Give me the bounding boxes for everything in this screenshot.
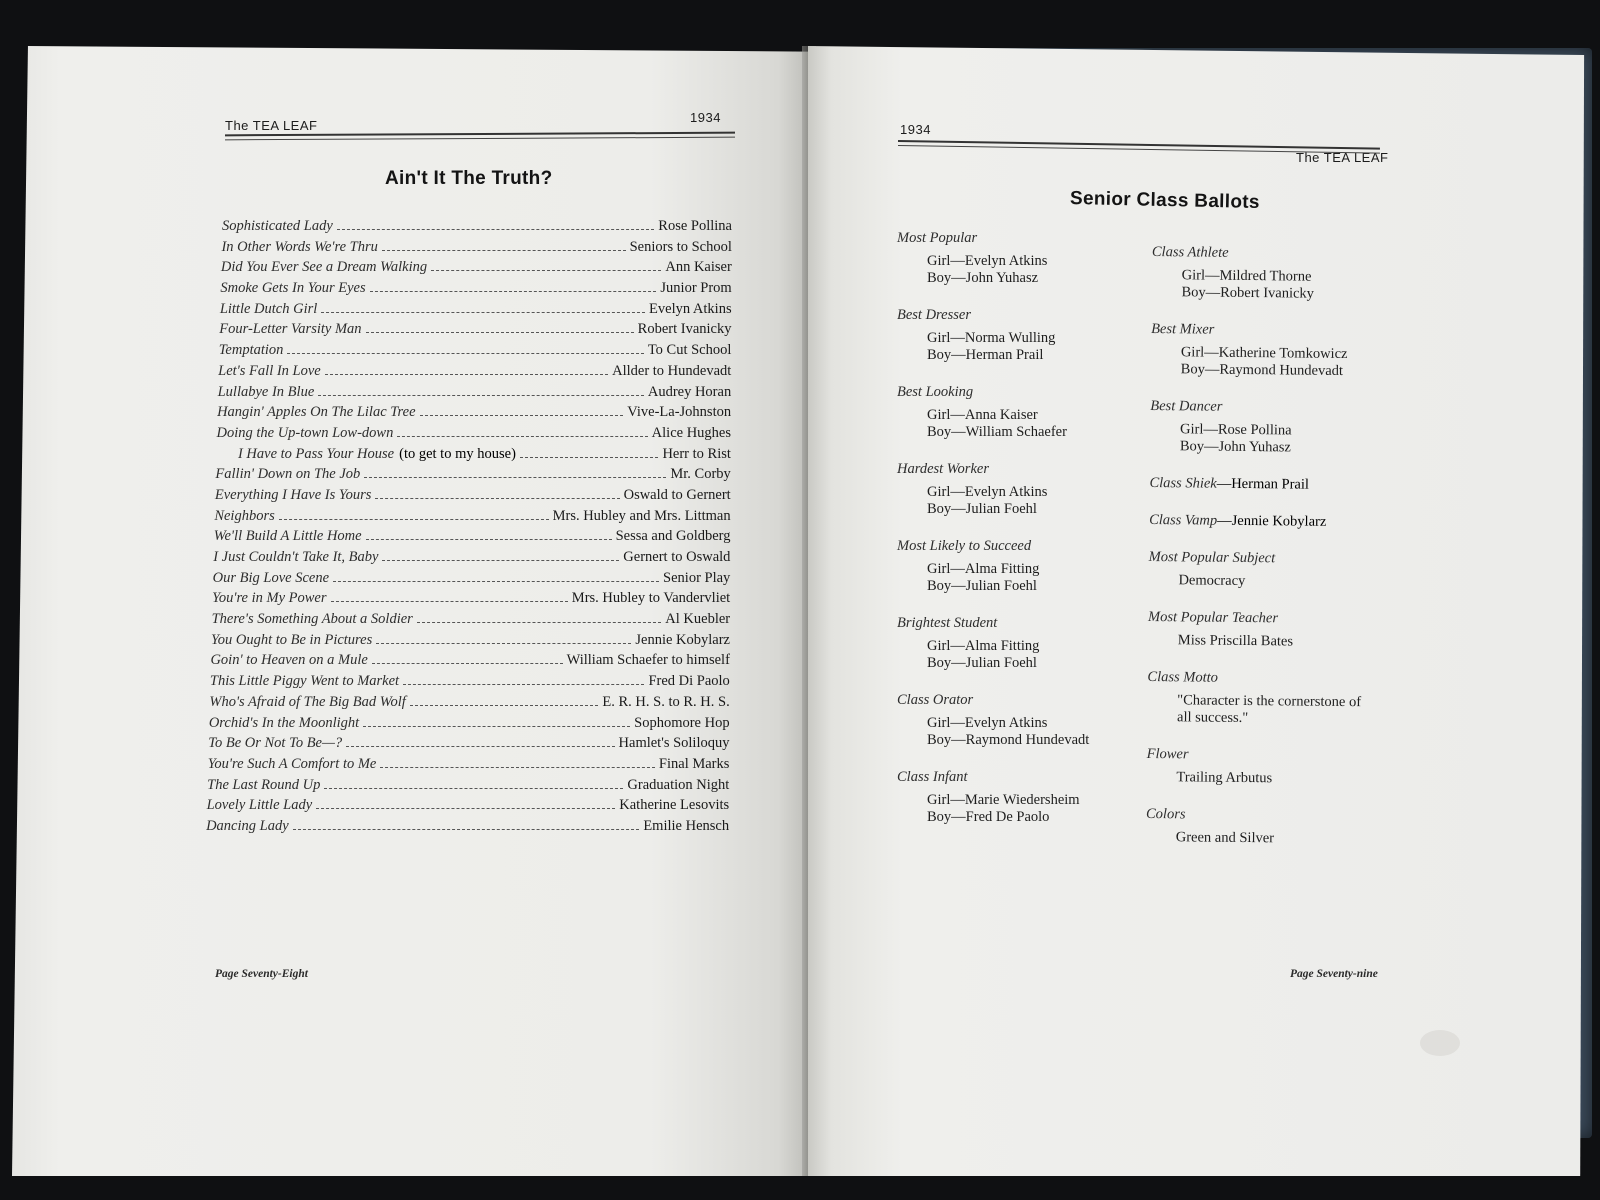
truth-answer: Graduation Night <box>627 776 730 793</box>
leader-dots <box>346 746 614 747</box>
leader-dots <box>382 250 626 251</box>
song-title: Sophisticated Lady <box>222 218 333 234</box>
truth-row <box>208 756 730 777</box>
song-title: You're Such A Comfort to Me <box>207 755 377 772</box>
truth-row <box>218 384 732 405</box>
ballot-winner: all success." <box>1176 709 1249 727</box>
truth-row <box>212 611 731 632</box>
leader-dots <box>372 663 563 664</box>
song-title: Four-Letter Varsity Man <box>219 321 362 338</box>
ballot-winner: Girl—Norma Wulling <box>927 330 1056 346</box>
ballot-category: Brightest Student <box>897 615 998 631</box>
truth-row <box>221 259 732 280</box>
truth-answer: Emilie Hensch <box>643 817 730 834</box>
truth-row <box>217 425 732 446</box>
ballot-winner: Girl—Evelyn Atkins <box>927 253 1048 269</box>
truth-row <box>207 777 729 798</box>
truth-row <box>213 570 731 591</box>
truth-row <box>212 590 730 611</box>
ballot-winner: Boy—William Schaefer <box>927 424 1067 440</box>
song-title: Let's Fall In Love <box>218 362 321 379</box>
ballot-category: Most Popular <box>897 230 978 246</box>
ballot-winner: —Herman Prail <box>1216 475 1310 493</box>
paper-stain <box>1420 1030 1460 1056</box>
truth-answer: Mr. Corby <box>670 466 731 483</box>
truth-answer: Gernert to Oswald <box>623 549 731 565</box>
truth-row <box>219 321 731 342</box>
ballot-winner: Green and Silver <box>1175 829 1275 847</box>
truth-answer: William Schaefer to himself <box>566 652 730 669</box>
left-page-footer: Page Seventy-Eight <box>215 968 308 980</box>
ballot-winner: Girl—Alma Fitting <box>927 561 1040 577</box>
leader-dots <box>375 498 619 499</box>
song-title: I Have to Pass Your House <box>237 445 395 462</box>
leader-dots <box>420 415 624 416</box>
truth-row <box>211 632 730 653</box>
truth-heading: Ain't It The Truth? <box>385 168 553 189</box>
ballot-winner: Girl—Anna Kaiser <box>927 407 1038 423</box>
leader-dots <box>293 829 640 830</box>
song-title: Neighbors <box>214 507 275 524</box>
ballot-winner: Boy—Raymond Hundevadt <box>927 732 1090 748</box>
leader-dots <box>397 436 647 437</box>
truth-answer: Senior Play <box>663 569 731 586</box>
right-running-title: The TEA LEAF <box>1296 150 1389 165</box>
ballot-winner: Miss Priscilla Bates <box>1177 632 1294 650</box>
ballot-winner: Boy—John Yuhasz <box>927 270 1039 286</box>
ballot-winner: Trailing Arbutus <box>1176 769 1273 787</box>
leader-dots <box>382 560 619 561</box>
ballot-entry <box>897 307 1157 364</box>
ballot-category: Hardest Worker <box>897 461 989 477</box>
ballot-category: Colors <box>1145 805 1186 823</box>
ballot-entry <box>897 538 1157 595</box>
song-title: Temptation <box>218 342 284 359</box>
song-title: You Ought to Be in Pictures <box>211 631 373 648</box>
song-title: Dancing Lady <box>206 817 289 834</box>
ballots-left-column <box>897 230 1157 846</box>
ballot-entry <box>1149 475 1419 495</box>
truth-row <box>213 549 730 570</box>
ballot-winner: Boy—Raymond Hundevadt <box>1180 361 1344 380</box>
leader-dots <box>431 270 661 271</box>
left-running-title: The TEA LEAF <box>225 118 318 133</box>
truth-answer: Evelyn Atkins <box>649 300 732 317</box>
ballot-entry <box>1147 669 1418 729</box>
song-title: Goin' to Heaven on a Mule <box>210 652 368 669</box>
truth-answer: Mrs. Hubley and Mrs. Littman <box>552 507 731 524</box>
ballot-winner: "Character is the cornerstone of <box>1177 692 1362 711</box>
ballot-entry <box>1149 512 1419 532</box>
truth-answer: Final Marks <box>658 755 730 772</box>
ballot-entry <box>897 384 1157 441</box>
ballot-entry <box>1151 321 1422 381</box>
truth-row <box>216 446 731 467</box>
truth-row <box>219 342 732 363</box>
truth-answer: Fred Di Paolo <box>648 673 730 690</box>
truth-row <box>217 404 731 425</box>
song-note: (to get to my house) <box>399 445 516 462</box>
ballot-entry <box>897 769 1157 826</box>
leader-dots <box>325 374 608 375</box>
ballot-winner: Girl—Marie Wiedersheim <box>927 792 1080 808</box>
song-title: Everything I Have Is Yours <box>214 486 372 503</box>
truth-row <box>215 487 731 508</box>
song-title: We'll Build A Little Home <box>213 528 362 545</box>
ballot-category: Class Vamp <box>1149 511 1218 529</box>
leader-dots <box>287 353 643 354</box>
truth-row <box>209 715 730 736</box>
leader-dots <box>376 643 631 644</box>
right-page-footer: Page Seventy-nine <box>1290 968 1378 980</box>
song-title: Did You Ever See a Dream Walking <box>220 259 428 276</box>
ballot-category: Best Looking <box>897 384 974 400</box>
ballot-category: Class Shiek <box>1149 474 1217 492</box>
right-year: 1934 <box>900 122 931 137</box>
song-title: Smoke Gets In Your Eyes <box>220 280 366 297</box>
truth-answer: Hamlet's Soliloquy <box>618 735 730 752</box>
truth-answer: Ann Kaiser <box>665 259 732 276</box>
song-title: Lovely Little Lady <box>206 797 313 814</box>
song-title: In Other Words We're Thru <box>221 238 378 255</box>
truth-list <box>206 218 732 839</box>
song-title: Our Big Love Scene <box>212 569 330 586</box>
truth-answer: Junior Prom <box>660 280 732 297</box>
truth-row <box>221 239 731 260</box>
ballot-winner: Boy—Herman Prail <box>927 347 1044 363</box>
truth-answer: E. R. H. S. to R. H. S. <box>602 693 730 710</box>
truth-answer: Sessa and Goldberg <box>615 528 731 545</box>
ballot-winner: Girl—Evelyn Atkins <box>927 484 1048 500</box>
ballot-entry <box>897 461 1157 518</box>
leader-dots <box>321 312 645 313</box>
ballot-category: Best Mixer <box>1151 320 1215 338</box>
leader-dots <box>417 622 661 623</box>
song-title: Hangin' Apples On The Lilac Tree <box>217 404 416 421</box>
ballot-winner: Democracy <box>1178 572 1246 589</box>
ballot-category: Most Popular Subject <box>1148 548 1276 567</box>
leader-dots <box>366 332 634 333</box>
truth-answer: Seniors to School <box>629 238 732 255</box>
truth-row <box>220 301 732 322</box>
ballot-entry <box>1148 609 1418 652</box>
truth-row <box>214 528 731 549</box>
song-title: Little Dutch Girl <box>219 300 318 317</box>
ballot-category: Class Orator <box>897 692 974 708</box>
ballot-winner: —Jennie Kobylarz <box>1217 512 1327 530</box>
truth-row <box>210 673 730 694</box>
ballot-winner: Boy—Julian Foehl <box>927 501 1037 517</box>
ballot-category: Best Dresser <box>897 307 971 323</box>
leader-dots <box>380 767 655 768</box>
truth-answer: Jennie Kobylarz <box>635 631 730 648</box>
song-title: I Just Couldn't Take It, Baby <box>213 549 379 565</box>
truth-answer: Allder to Hundevadt <box>612 362 732 379</box>
ballot-entry <box>1146 746 1416 789</box>
ballot-entry <box>897 692 1157 749</box>
ballot-winner: Girl—Alma Fitting <box>927 638 1040 654</box>
song-title: To Be Or Not To Be—? <box>208 735 343 752</box>
truth-answer: Mrs. Hubley to Vandervliet <box>571 590 731 607</box>
truth-row <box>220 280 731 301</box>
ballots-heading: Senior Class Ballots <box>1069 188 1260 213</box>
truth-answer: Audrey Horan <box>647 383 732 400</box>
ballot-winner: Girl—Mildred Thorne <box>1181 267 1312 285</box>
truth-row <box>222 218 732 239</box>
ballot-category: Class Athlete <box>1151 244 1229 261</box>
ballot-category: Flower <box>1146 745 1189 763</box>
truth-answer: Vive-La-Johnston <box>627 404 732 421</box>
truth-row <box>208 735 729 756</box>
left-year: 1934 <box>690 110 721 125</box>
truth-row <box>214 508 730 529</box>
song-title: You're in My Power <box>212 590 327 607</box>
ballot-entry <box>897 615 1157 672</box>
ballot-category: Class Infant <box>897 769 968 785</box>
truth-row <box>210 652 729 673</box>
ballot-winner: Girl—Evelyn Atkins <box>927 715 1048 731</box>
ballots-right-column <box>1145 244 1421 869</box>
truth-answer: Robert Ivanicky <box>637 321 732 338</box>
song-title: The Last Round Up <box>207 776 321 793</box>
truth-row <box>209 694 729 715</box>
ballot-entry <box>1150 398 1421 458</box>
ballot-winner: Boy—Julian Foehl <box>927 578 1037 594</box>
leader-dots <box>324 788 623 789</box>
ballot-entry <box>1146 806 1416 849</box>
ballot-category: Most Likely to Succeed <box>897 538 1032 554</box>
ballot-winner: Boy—Robert Ivanicky <box>1181 284 1315 302</box>
song-title: Fallin' Down on The Job <box>215 466 361 483</box>
truth-answer: Sophomore Hop <box>634 714 730 731</box>
ballot-winner: Boy—Julian Foehl <box>927 655 1037 671</box>
song-title: Doing the Up-town Low-down <box>216 424 394 441</box>
ballot-entry <box>1151 244 1422 304</box>
truth-answer: Al Kuebler <box>665 611 731 628</box>
leader-dots <box>316 808 615 809</box>
truth-answer: To Cut School <box>647 342 732 359</box>
song-title: Who's Afraid of The Big Bad Wolf <box>209 693 406 710</box>
leader-dots <box>364 477 666 478</box>
ballot-entry <box>897 230 1157 287</box>
leader-dots <box>279 519 549 520</box>
ballot-winner: Girl—Rose Pollina <box>1179 421 1292 439</box>
leader-dots <box>333 581 659 582</box>
truth-answer: Oswald to Gernert <box>623 486 731 503</box>
leader-dots <box>520 457 659 458</box>
leader-dots <box>331 601 568 602</box>
ballot-entry <box>1148 549 1418 592</box>
truth-answer: Rose Pollina <box>658 218 732 234</box>
ballot-category: Most Popular Teacher <box>1148 608 1279 627</box>
song-title: Orchid's In the Moonlight <box>208 714 360 731</box>
ballot-winner: Girl—Katherine Tomkowicz <box>1180 344 1348 363</box>
ballot-winner: Boy—Fred De Paolo <box>927 809 1050 825</box>
truth-answer: Herr to Rist <box>662 445 731 462</box>
leader-dots <box>318 395 644 396</box>
truth-row <box>218 363 731 384</box>
song-title: This Little Piggy Went to Market <box>209 673 400 690</box>
truth-row <box>206 818 729 839</box>
truth-answer: Katherine Lesovits <box>619 797 730 814</box>
song-title: There's Something About a Soldier <box>211 611 413 628</box>
truth-answer: Alice Hughes <box>651 424 731 441</box>
song-title: Lullabye In Blue <box>217 383 315 400</box>
ballot-category: Class Motto <box>1147 668 1219 686</box>
leader-dots <box>370 291 657 292</box>
ballot-category: Best Dancer <box>1150 397 1223 415</box>
leader-dots <box>337 229 655 230</box>
leader-dots <box>403 684 644 685</box>
ballot-winner: Boy—John Yuhasz <box>1179 438 1291 456</box>
leader-dots <box>366 539 612 540</box>
leader-dots <box>410 705 599 706</box>
leader-dots <box>363 726 630 727</box>
truth-row <box>207 797 730 818</box>
truth-row <box>215 466 730 487</box>
